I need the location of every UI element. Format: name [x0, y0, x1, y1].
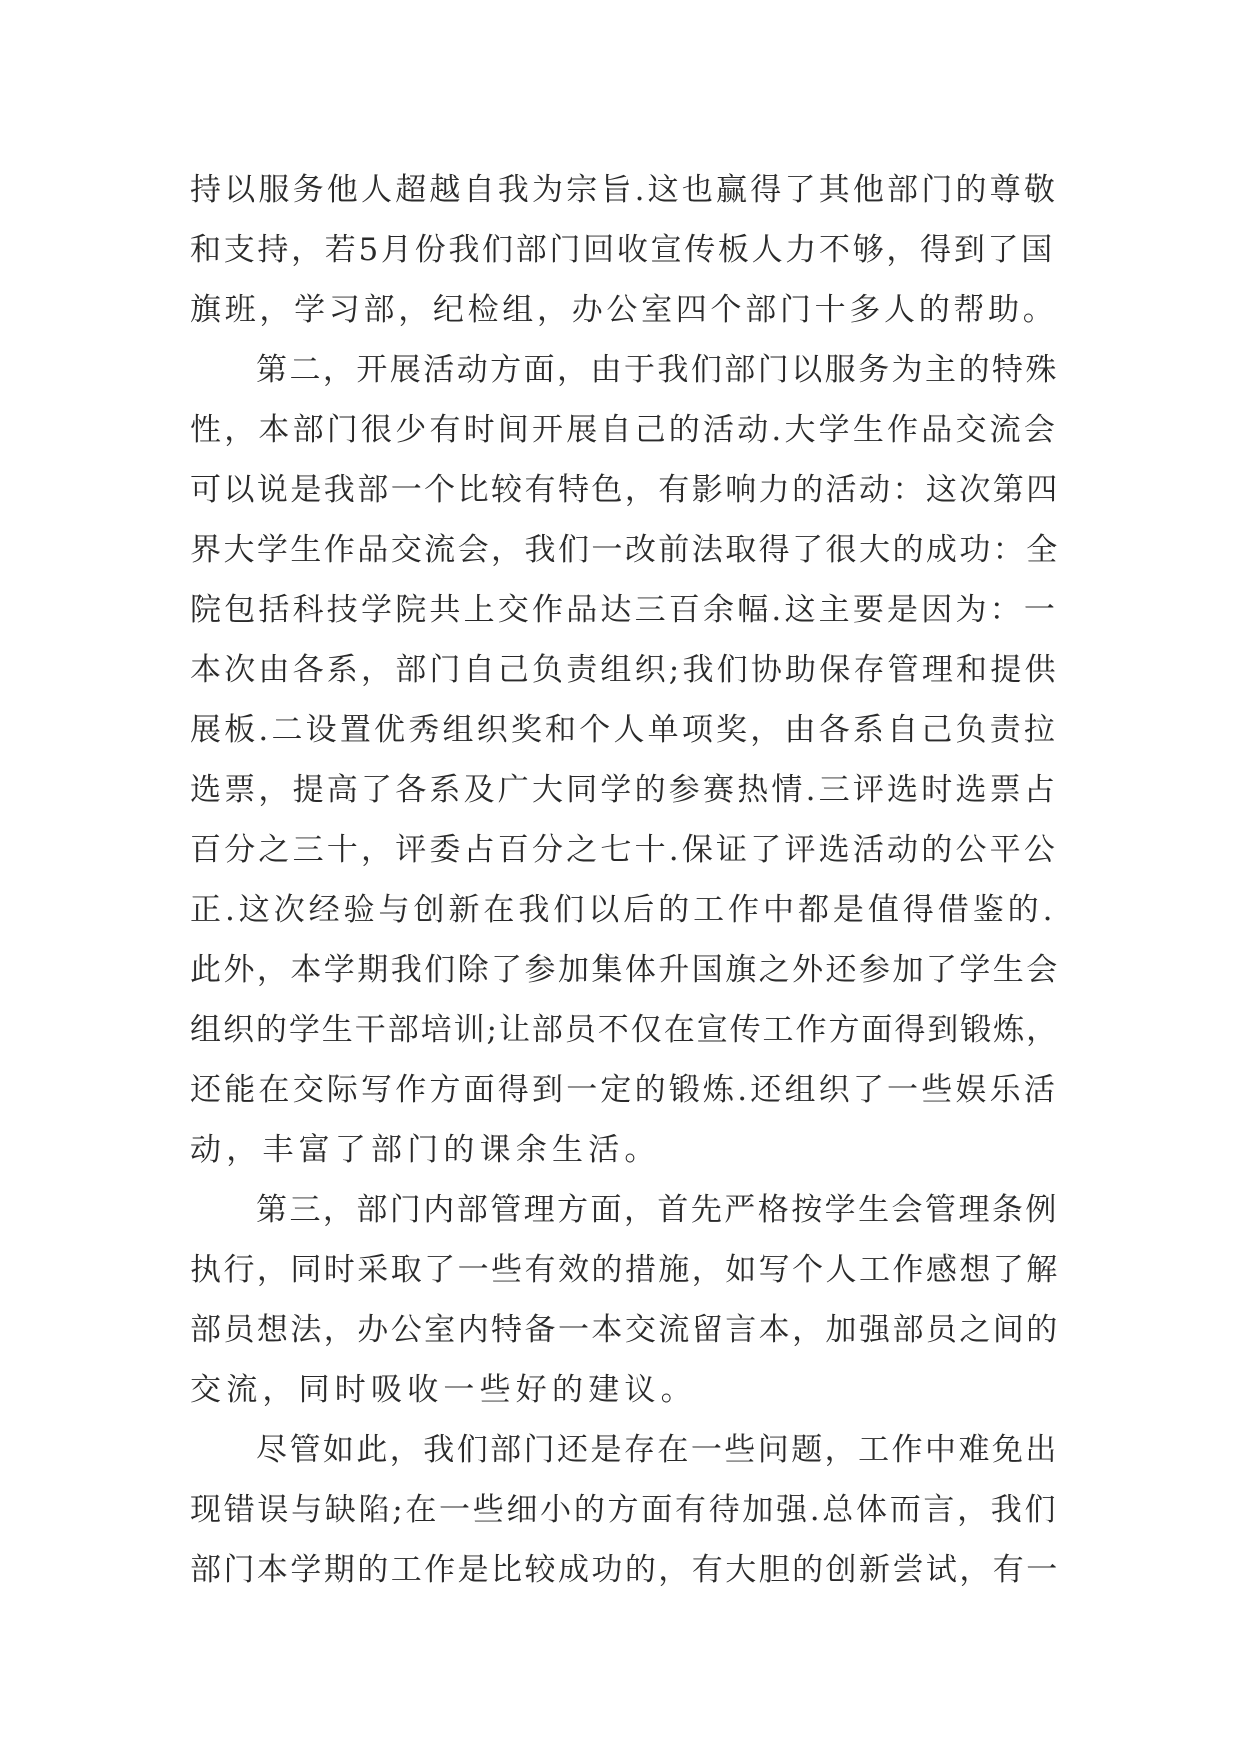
text-line: 组织的学生干部培训;让部员不仅在宣传工作方面得到锻炼， [190, 1012, 1060, 1048]
text-line: 部门本学期的工作是比较成功的，有大胆的创新尝试，有一 [190, 1552, 1060, 1588]
text-line: 界大学生作品交流会，我们一改前法取得了很大的成功：全 [190, 532, 1060, 568]
body-text [190, 160, 1060, 1600]
text-line: 院包括科技学院共上交作品达三百余幅.这主要是因为：一 [190, 592, 1059, 628]
text-line: 本次由各系，部门自己负责组织;我们协助保存管理和提供 [190, 652, 1059, 688]
text-line: 和支持，若5月份我们部门回收宣传板人力不够，得到了国 [190, 232, 1055, 268]
text-line: 百分之三十，评委占百分之七十.保证了评选活动的公平公 [190, 832, 1059, 868]
text-line: 展板.二设置优秀组织奖和个人单项奖，由各系自己负责拉 [190, 712, 1059, 748]
text-line: 执行，同时采取了一些有效的措施，如写个人工作感想了解 [190, 1252, 1060, 1288]
text-line: 尽管如此，我们部门还是存在一些问题，工作中难免出 [256, 1432, 1059, 1468]
text-line: 动，丰富了部门的课余生活。 [190, 1132, 661, 1168]
text-line: 现错误与缺陷;在一些细小的方面有待加强.总体而言，我们 [190, 1492, 1059, 1528]
text-line: 性，本部门很少有时间开展自己的活动.大学生作品交流会 [190, 412, 1059, 448]
text-line: 持以服务他人超越自我为宗旨.这也赢得了其他部门的尊敬 [190, 172, 1059, 208]
text-line: 第三，部门内部管理方面，首先严格按学生会管理条例 [256, 1192, 1059, 1228]
text-line: 此外，本学期我们除了参加集体升国旗之外还参加了学生会 [190, 952, 1060, 988]
text-line: 选票，提高了各系及广大同学的参赛热情.三评选时选票占 [190, 772, 1059, 808]
text-line: 交流，同时吸收一些好的建议。 [190, 1372, 697, 1408]
text-line: 还能在交际写作方面得到一定的锻炼.还组织了一些娱乐活 [190, 1072, 1059, 1108]
text-line: 部员想法，办公室内特备一本交流留言本，加强部员之间的 [190, 1312, 1060, 1348]
text-line: 旗班，学习部，纪检组，办公室四个部门十多人的帮助。 [190, 292, 1058, 328]
text-line: 正.这次经验与创新在我们以后的工作中都是值得借鉴的. [190, 892, 1057, 928]
text-line: 可以说是我部一个比较有特色，有影响力的活动：这次第四 [190, 472, 1060, 508]
text-line: 第二，开展活动方面，由于我们部门以服务为主的特殊 [256, 352, 1059, 388]
